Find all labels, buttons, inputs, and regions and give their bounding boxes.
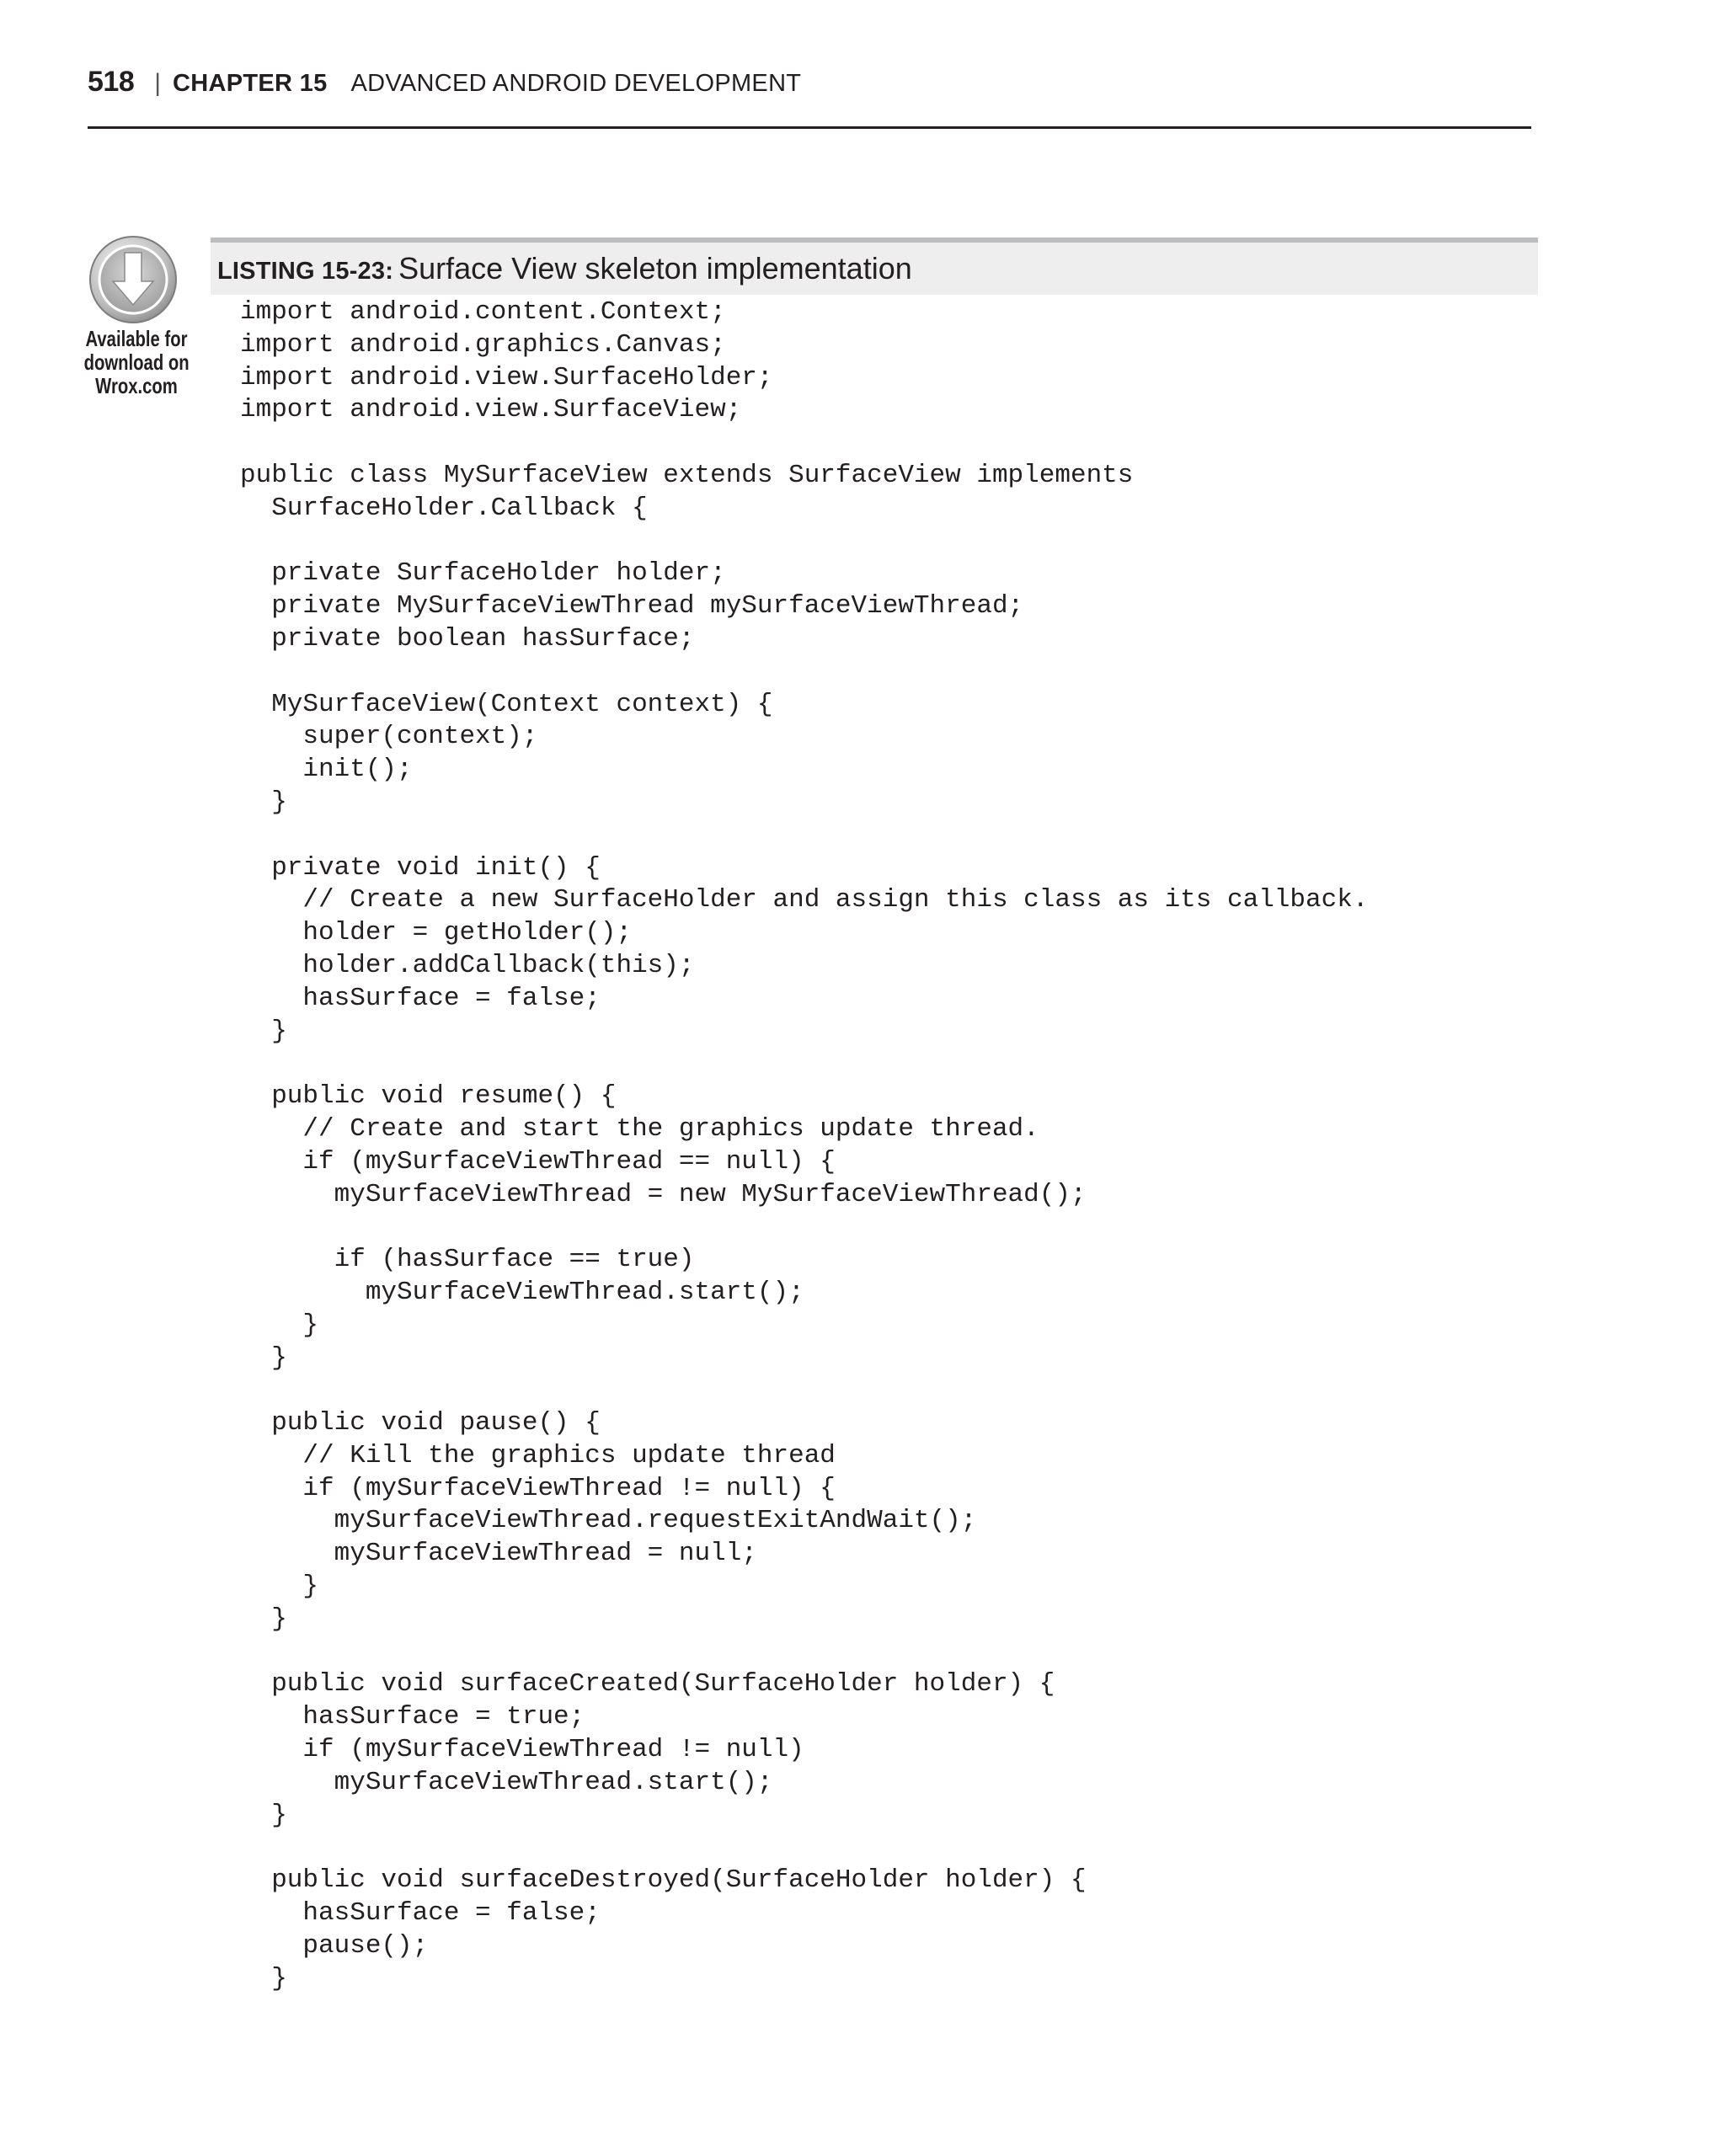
code-line: if (mySurfaceViewThread != null) { xyxy=(240,1473,836,1503)
download-note xyxy=(84,327,190,398)
listing-caption: Surface View skeleton implementation xyxy=(398,251,912,286)
code-line: MySurfaceView(Context context) { xyxy=(240,689,773,719)
code-line: } xyxy=(240,1342,287,1373)
code-line: if (mySurfaceViewThread == null) { xyxy=(240,1146,836,1177)
listing-title xyxy=(217,251,912,286)
code-line: private SurfaceHolder holder; xyxy=(240,558,726,589)
code-line xyxy=(240,427,1554,460)
code-line: public void resume() { xyxy=(240,1081,617,1112)
code-line: holder.addCallback(this); xyxy=(240,950,695,980)
chapter-label: CHAPTER 15 xyxy=(173,70,328,97)
code-line: init(); xyxy=(240,755,413,785)
code-line: public class MySurfaceView extends SurfaceView implements xyxy=(240,460,1134,490)
code-line: mySurfaceViewThread.start(); xyxy=(240,1767,773,1797)
code-line: pause(); xyxy=(240,1930,429,1961)
code-line: public void pause() { xyxy=(240,1408,601,1438)
code-line: // Create a new SurfaceHolder and assign this class as its callback. xyxy=(240,885,1369,915)
chapter-title: ADVANCED ANDROID DEVELOPMENT xyxy=(350,70,802,97)
running-head xyxy=(88,66,801,99)
code-line xyxy=(240,1048,1554,1081)
code-line: mySurfaceViewThread = null; xyxy=(240,1539,757,1569)
code-line xyxy=(240,1636,1554,1669)
code-line: public void surfaceDestroyed(SurfaceHolder holder) { xyxy=(240,1865,1087,1896)
code-line: hasSurface = false; xyxy=(240,1898,601,1929)
download-note-line: Available for xyxy=(85,326,188,351)
code-listing xyxy=(240,296,1554,1995)
download-note-line: download on xyxy=(83,350,190,375)
code-line xyxy=(240,1832,1554,1865)
listing-label: LISTING 15-23: xyxy=(217,258,394,285)
code-line: hasSurface = true; xyxy=(240,1702,585,1732)
code-line: } xyxy=(240,1016,287,1046)
code-line xyxy=(240,1374,1554,1407)
download-arrow-icon[interactable] xyxy=(88,234,179,325)
code-line: import android.view.SurfaceHolder; xyxy=(240,362,773,392)
code-line xyxy=(240,1211,1554,1244)
code-line: import android.graphics.Canvas; xyxy=(240,329,726,360)
code-line: // Kill the graphics update thread xyxy=(240,1440,836,1470)
code-line: import android.content.Context; xyxy=(240,297,726,327)
code-line: } xyxy=(240,1963,287,1993)
code-line: private void init() { xyxy=(240,852,601,883)
code-line: mySurfaceViewThread = new MySurfaceViewThread(); xyxy=(240,1179,1087,1209)
code-line: mySurfaceViewThread.requestExitAndWait(); xyxy=(240,1506,977,1536)
code-line: holder = getHolder(); xyxy=(240,918,633,948)
code-line: } xyxy=(240,787,287,817)
code-line xyxy=(240,819,1554,852)
header-separator: | xyxy=(154,69,162,97)
code-line: } xyxy=(240,1604,287,1634)
code-line: SurfaceHolder.Callback { xyxy=(240,493,648,523)
code-line xyxy=(240,656,1554,689)
code-line: } xyxy=(240,1800,287,1830)
code-line: private boolean hasSurface; xyxy=(240,623,695,654)
code-line xyxy=(240,526,1554,558)
code-line: mySurfaceViewThread.start(); xyxy=(240,1277,804,1307)
code-line: super(context); xyxy=(240,722,538,752)
header-rule xyxy=(88,126,1531,129)
page-number: 518 xyxy=(88,66,135,98)
code-line: } xyxy=(240,1310,319,1340)
code-line: private MySurfaceViewThread mySurfaceViewThread; xyxy=(240,591,1024,622)
code-line: if (mySurfaceViewThread != null) xyxy=(240,1735,804,1765)
code-line: // Create and start the graphics update thread. xyxy=(240,1113,1039,1144)
code-line: public void surfaceCreated(SurfaceHolder holder) { xyxy=(240,1669,1055,1700)
code-line: hasSurface = false; xyxy=(240,983,601,1013)
code-line: } xyxy=(240,1572,319,1602)
download-note-line: Wrox.com xyxy=(95,373,178,398)
code-line: if (hasSurface == true) xyxy=(240,1245,695,1275)
code-line: import android.view.SurfaceView; xyxy=(240,395,742,425)
